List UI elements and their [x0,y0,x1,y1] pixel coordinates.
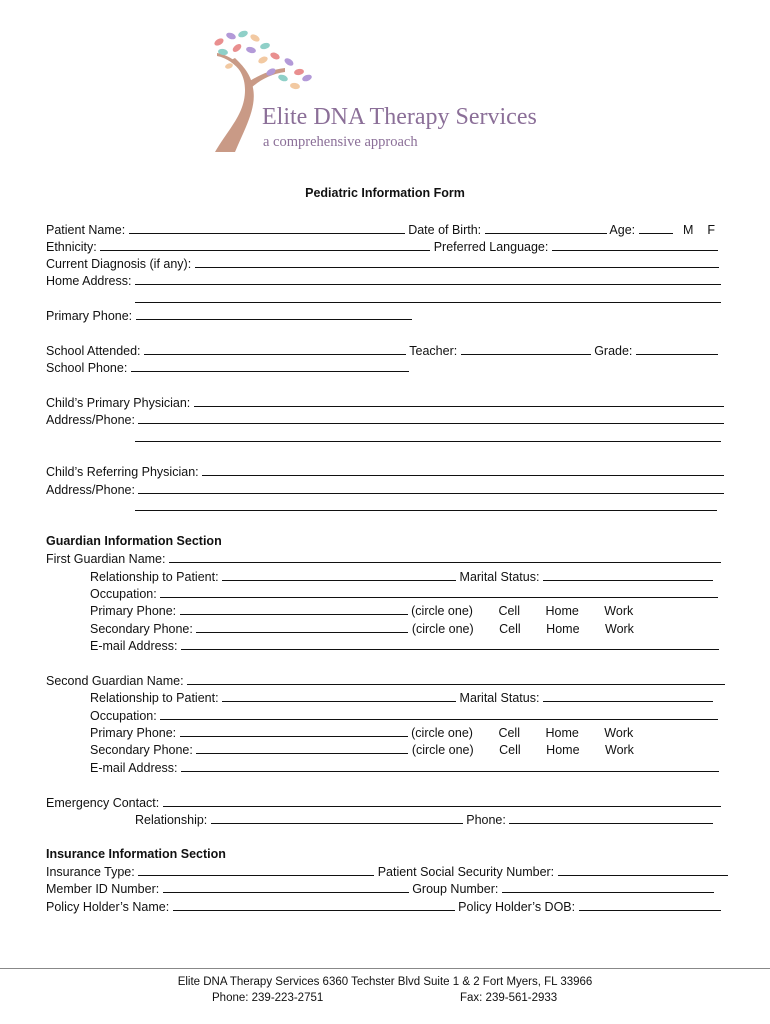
second-occupation-field[interactable] [160,707,718,720]
grade-field[interactable] [636,342,718,355]
group-number-field[interactable] [502,880,714,893]
emergency-contact-field[interactable] [163,794,721,807]
referring-physician-address-row-2 [135,498,717,515]
policy-holder-dob-label: Policy Holder’s DOB: [458,900,576,914]
patient-name-label: Patient Name: [46,223,126,237]
first-relationship-field[interactable] [222,568,456,581]
school-phone-field[interactable] [131,359,409,372]
insurance-type-field[interactable] [138,863,374,876]
first-email-field[interactable] [181,637,719,650]
footer-address: Elite DNA Therapy Services 6360 Techster Blvd Suite 1 & 2 Fort Myers, FL 33966 [177,976,593,988]
school-attended-field[interactable] [144,342,406,355]
emergency-contact-label: Emergency Contact: [46,796,160,810]
home-address-label: Home Address: [46,274,132,288]
school-phone-row [46,359,409,376]
brand-tagline: a comprehensive approach [263,134,418,150]
footer-phone: Phone: 239-223-2751 [212,992,324,1004]
circle-one-label: (circle one) [411,743,474,757]
second-email-row [90,759,719,776]
first-secondary-phone-row [90,620,634,637]
relationship-label: Relationship to Patient: [90,691,219,705]
member-id-label: Member ID Number: [46,882,160,896]
referring-physician-address-field[interactable] [138,481,724,494]
primary-physician-address-row-2 [135,429,721,446]
circle-one-label: (circle one) [411,622,474,636]
current-diagnosis-field[interactable] [195,255,719,268]
referring-physician-address-row [46,481,724,498]
second-occupation-row [90,707,718,724]
primary-phone-label: Primary Phone: [46,309,133,323]
ethnicity-field[interactable] [100,238,430,251]
marital-status-label: Marital Status: [459,570,540,584]
email-label: E-mail Address: [90,639,178,653]
first-guardian-row [46,550,721,567]
second-guardian-field[interactable] [187,672,725,685]
home-address-field[interactable] [135,272,721,285]
referring-physician-field[interactable] [202,463,724,476]
home-address-row [46,272,721,289]
cell-option[interactable]: Cell [498,604,520,618]
first-guardian-label: First Guardian Name: [46,552,166,566]
emergency-relationship-field[interactable] [211,811,463,824]
school-attended-label: School Attended: [46,344,141,358]
first-occupation-field[interactable] [160,585,718,598]
policy-holder-name-field[interactable] [173,898,455,911]
preferred-language-label: Preferred Language: [433,240,549,254]
first-email-row [90,637,719,654]
teacher-field[interactable] [461,342,591,355]
school-row [46,342,718,359]
insurance-type-label: Insurance Type: [46,865,135,879]
age-field[interactable] [639,221,673,234]
circle-one-label: (circle one) [411,726,473,740]
dob-label: Date of Birth: [408,223,482,237]
relationship-short-label: Relationship: [135,813,208,827]
occupation-label: Occupation: [90,709,157,723]
preferred-language-field[interactable] [552,238,718,251]
referring-physician-row [46,463,724,480]
teacher-label: Teacher: [409,344,458,358]
footer-fax: Fax: 239-561-2933 [460,992,558,1004]
guardian-section-title: Guardian Information Section [46,534,222,548]
relationship-label: Relationship to Patient: [90,570,219,584]
second-primary-phone-row [90,724,633,741]
policy-holder-name-label: Policy Holder’s Name: [46,900,170,914]
second-email-field[interactable] [181,759,719,772]
first-secondary-phone-field[interactable] [196,620,408,633]
form-title: Pediatric Information Form [305,186,465,200]
member-id-field[interactable] [163,880,409,893]
primary-phone-field[interactable] [136,307,412,320]
address-phone-label-2: Address/Phone: [46,483,135,497]
secondary-phone-label: Secondary Phone: [90,622,193,636]
footer-divider [0,968,770,969]
second-relationship-row [90,689,713,706]
phone-label: Phone: [466,813,506,827]
emergency-phone-field[interactable] [509,811,713,824]
member-id-row [46,880,714,897]
second-marital-status-field[interactable] [543,689,713,702]
primary-phone-label: Primary Phone: [90,604,177,618]
home-option[interactable]: Home [546,622,580,636]
current-diagnosis-label: Current Diagnosis (if any): [46,257,192,271]
first-marital-status-field[interactable] [543,568,713,581]
emergency-relationship-row [135,811,713,828]
marital-status-label: Marital Status: [459,691,540,705]
first-primary-phone-field[interactable] [180,602,408,615]
primary-phone-label: Primary Phone: [90,726,177,740]
second-guardian-row [46,672,725,689]
brand-name: Elite DNA Therapy Services [262,104,537,130]
home-address-field-2[interactable] [135,290,721,303]
sex-m-option[interactable]: M [683,223,694,237]
address-phone-label: Address/Phone: [46,413,135,427]
primary-phone-row [46,307,412,324]
work-option[interactable]: Work [605,743,634,757]
ethnicity-label: Ethnicity: [46,240,97,254]
referring-physician-label: Child’s Referring Physician: [46,465,199,479]
second-relationship-field[interactable] [222,689,456,702]
ethnicity-row [46,238,718,255]
home-option[interactable]: Home [546,743,580,757]
primary-physician-address-field[interactable] [138,411,724,424]
home-address-row-2 [135,290,721,307]
patient-ssn-label: Patient Social Security Number: [377,865,555,879]
emergency-contact-row [46,794,721,811]
primary-physician-label: Child’s Primary Physician: [46,396,191,410]
group-number-label: Group Number: [412,882,499,896]
patient-ssn-field[interactable] [558,863,728,876]
work-option[interactable]: Work [605,622,634,636]
primary-physician-field[interactable] [194,394,724,407]
policy-holder-row [46,898,721,915]
insurance-section-title: Insurance Information Section [46,847,226,861]
second-secondary-phone-row [90,741,634,758]
work-option[interactable]: Work [604,726,634,740]
referring-physician-address-field-2[interactable] [135,498,717,511]
occupation-label: Occupation: [90,587,157,601]
insurance-type-row [46,863,728,880]
cell-option[interactable]: Cell [499,743,521,757]
email-label: E-mail Address: [90,761,178,775]
secondary-phone-label: Secondary Phone: [90,743,193,757]
second-secondary-phone-field[interactable] [196,741,408,754]
first-primary-phone-row [90,602,633,619]
second-guardian-label: Second Guardian Name: [46,674,184,688]
primary-physician-address-field-2[interactable] [135,429,721,442]
policy-holder-dob-field[interactable] [579,898,721,911]
primary-physician-address-row [46,411,724,428]
cell-option[interactable]: Cell [499,622,521,636]
first-guardian-field[interactable] [169,550,721,563]
age-label: Age: [609,223,636,237]
first-relationship-row [90,568,713,585]
work-option[interactable]: Work [604,604,634,618]
cell-option[interactable]: Cell [498,726,520,740]
patient-name-field[interactable] [129,221,405,234]
diagnosis-row [46,255,719,272]
dob-field[interactable] [485,221,607,234]
first-occupation-row [90,585,718,602]
home-option[interactable]: Home [545,604,579,618]
patient-row [46,221,715,238]
sex-f-option[interactable]: F [707,223,716,237]
home-option[interactable]: Home [545,726,579,740]
second-primary-phone-field[interactable] [180,724,408,737]
primary-physician-row [46,394,724,411]
circle-one-label: (circle one) [411,604,473,618]
grade-label: Grade: [594,344,633,358]
school-phone-label: School Phone: [46,361,128,375]
